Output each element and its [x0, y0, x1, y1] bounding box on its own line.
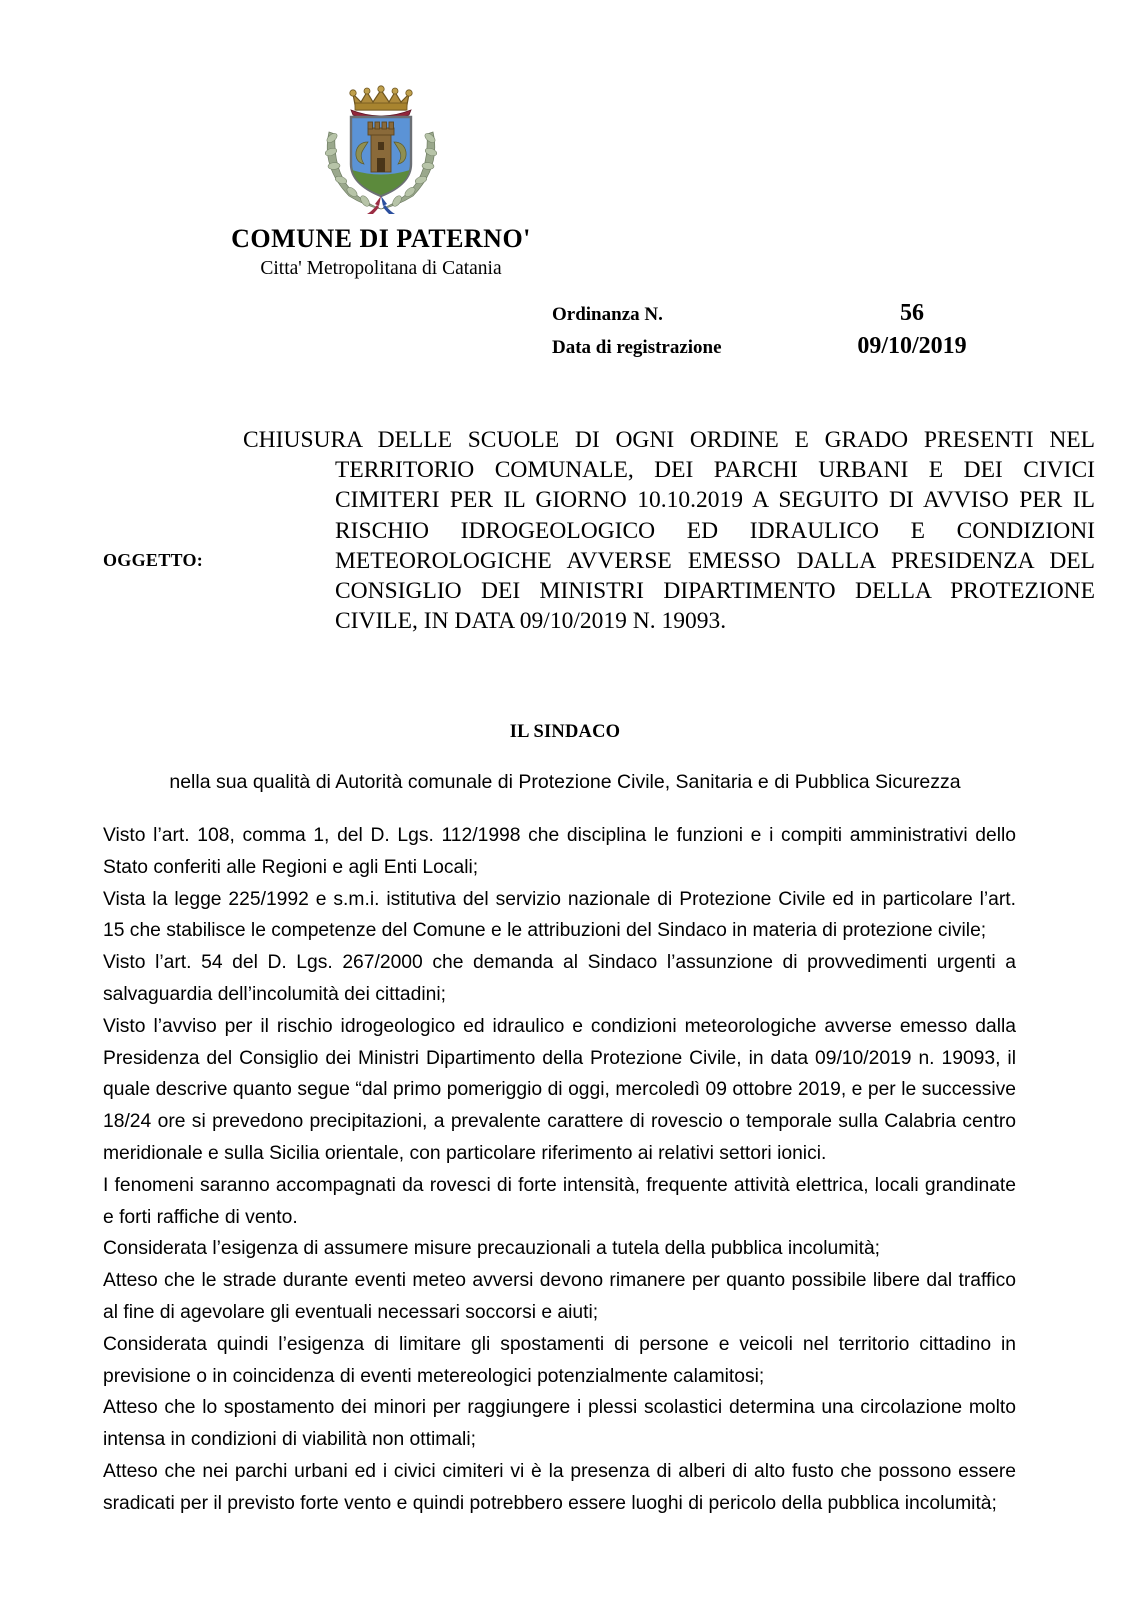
ordinanza-label: Ordinanza N. [552, 304, 663, 325]
ordinance-meta [552, 300, 1022, 360]
sindaco-heading: IL SINDACO [509, 722, 621, 742]
document-body [103, 820, 1016, 1520]
registration-date-label: Data di registrazione [552, 337, 722, 358]
sindaco-qualification: nella sua qualità di Autorità comunale di Protezione Civile, Sanitaria e di Pubblica Sicurezza [169, 771, 961, 793]
body-paragraph: Visto l’art. 54 del D. Lgs. 267/2000 che demanda al Sindaco l’assunzione di provvedimenti urgenti a salvaguardia dell’incolumità dei cittadini; [103, 952, 1016, 1005]
body-paragraph: Visto l’avviso per il rischio idrogeologico ed idraulico e condizioni meteorologiche avverse emesso dalla Presidenza del Consiglio dei Ministri Dipartimento della Protezione Civile, in data 09/10/2019 n. 19093, il quale descrive quanto segue “dal primo pomeriggio di oggi, mercoledì 09 ottobre 2019, e per le successive 18/24 ore si prevedono precipitazioni, a prevalente carattere di rovescio o temporale sulla Calabria centro meridionale e sulla Sicilia orientale, con particolare riferimento ai relativi settori ionici. [103, 1015, 1016, 1164]
oggetto-label: OGGETTO: [103, 550, 204, 570]
body-paragraph: Considerata l’esigenza di assumere misure precauzionali a tutela della pubblica incolumità; [103, 1238, 881, 1260]
page-subtitle: Citta' Metropolitana di Catania [260, 258, 502, 279]
oggetto-text: CHIUSURA DELLE SCUOLE DI OGNI ORDINE E GRADO PRESENTI NEL TERRITORIO COMUNALE, DEI PARCHI URBANI E DEI CIVICI CIMITERI PER IL GIORNO 10.10.2019 A SEGUITO DI AVVISO PER IL RISCHIO IDROGEOLOGICO ED IDRAULICO E CONDIZIONI METEOROLOGICHE AVVERSE EMESSO DALLA PRESIDENZA DEL CONSIGLIO DEI MINISTRI DIPARTIMENTO DELLA PROTEZIONE CIVILE, IN DATA 09/10/2019 N. 19093. [243, 427, 1095, 635]
registration-date-value: 09/10/2019 [857, 333, 967, 359]
oggetto-section [103, 425, 1095, 636]
body-paragraph: Considerata quindi l’esigenza di limitare gli spostamenti di persone e veicoli nel territorio cittadino in previsione o in coincidenza di eventi metereologici potenzialmente calamitosi; [103, 1333, 1016, 1387]
body-paragraph: Atteso che nei parchi urbani ed i civici cimiteri vi è la presenza di alberi di alto fusto che possono essere sradicati per il previsto forte vento e quindi potrebbero essere luoghi di pericolo della pubblica incolumità; [103, 1460, 1016, 1514]
ordinanza-number: 56 [900, 300, 924, 326]
body-paragraph: Visto l’art. 108, comma 1, del D. Lgs. 112/1998 che disciplina le funzioni e i compiti amministrativi dello Stato conferiti alle Regioni e agli Enti Locali; [103, 825, 1016, 878]
body-paragraph: Atteso che le strade durante eventi meteo avversi devono rimanere per quanto possibile libere dal traffico al fine di agevolare gli eventuali necessari soccorsi e aiuti; [103, 1270, 1016, 1323]
coat-of-arms-icon [311, 72, 451, 214]
body-paragraph: I fenomeni saranno accompagnati da rovesci di forte intensità, frequente attività elettrica, locali grandinate e forti raffiche di vento. [103, 1174, 1016, 1228]
page-title: COMUNE DI PATERNO' [231, 224, 531, 253]
body-paragraph: Vista la legge 225/1992 e s.m.i. istitutiva del servizio nazionale di Protezione Civile ed in particolare l’art. 15 che stabilisce le competenze del Comune e le attribuzioni del Sindaco in materia di protezione civile; [103, 888, 1016, 942]
body-paragraph: Atteso che lo spostamento dei minori per raggiungere i plessi scolastici determina una circolazione molto intensa in condizioni di viabilità non ottimali; [103, 1397, 1016, 1451]
document-header [0, 72, 762, 280]
